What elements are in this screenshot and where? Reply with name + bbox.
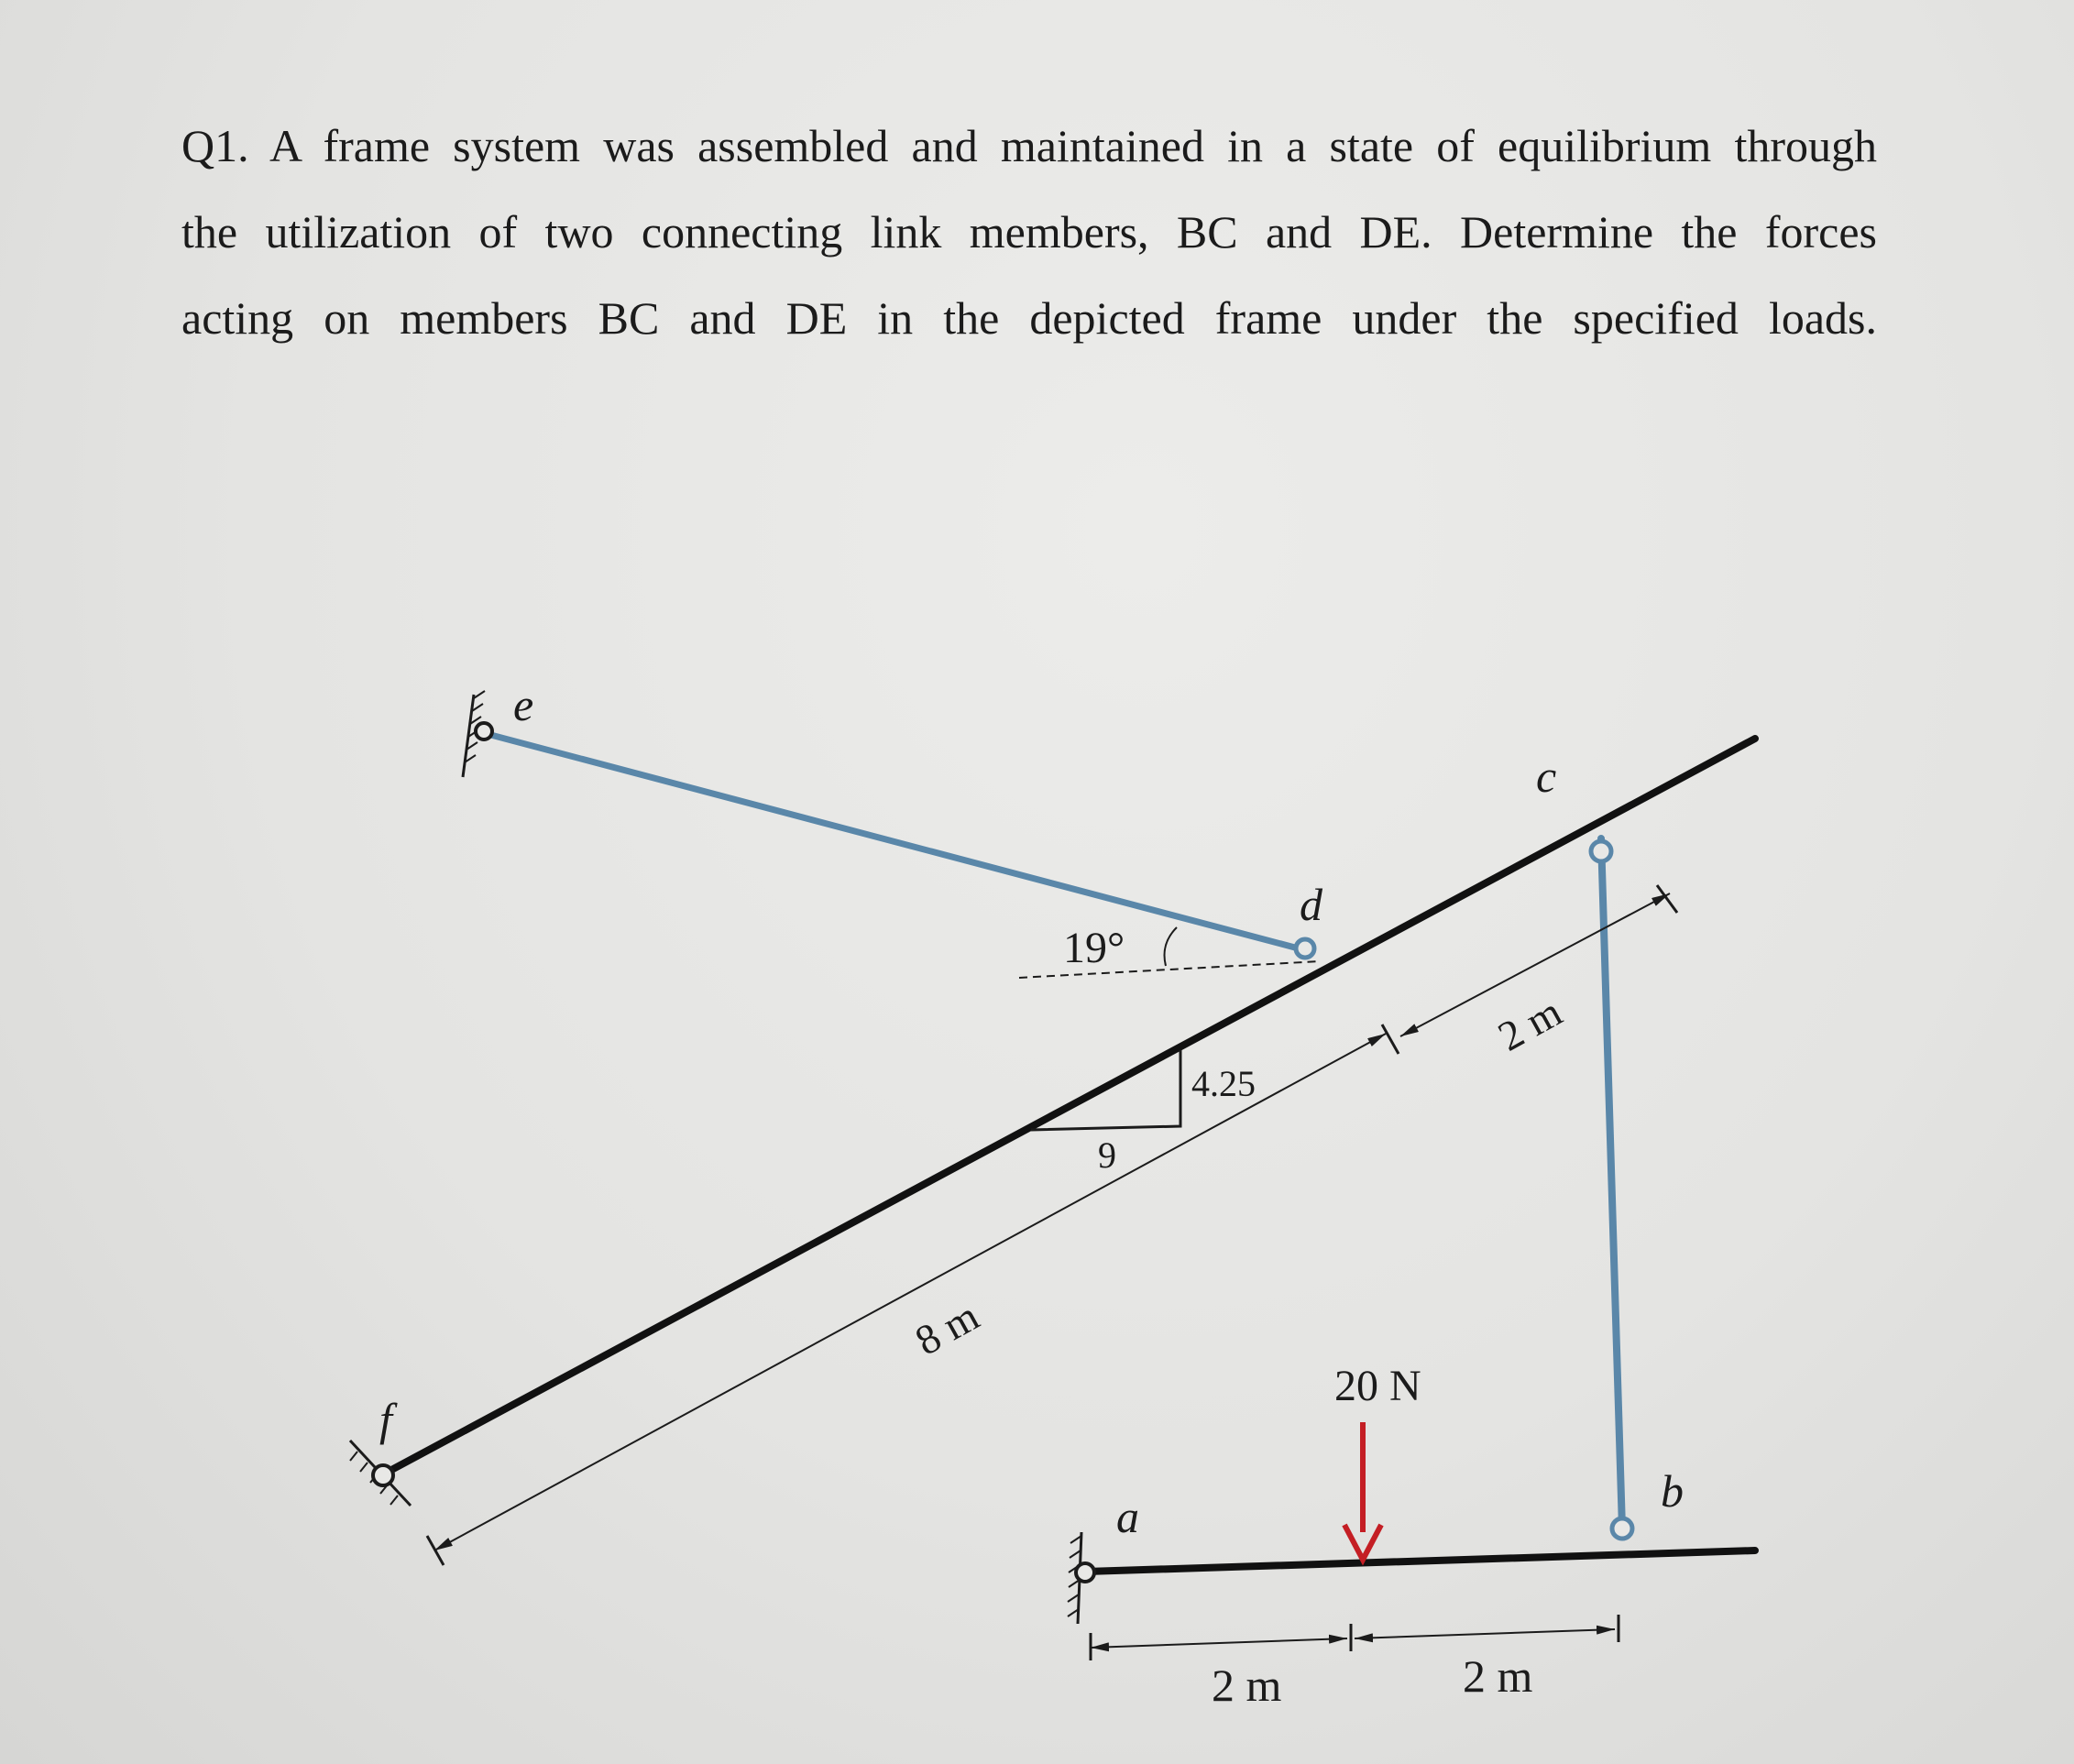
load-label: 20 N: [1334, 1362, 1421, 1410]
support-a: [1068, 1532, 1094, 1624]
point-label-f: f: [379, 1394, 392, 1445]
point-label-a: a: [1116, 1491, 1139, 1542]
support-e: [463, 691, 492, 777]
inclined-member: [381, 739, 1755, 1475]
pin-c: [1591, 841, 1611, 861]
dim-bottom-left-line: [1091, 1638, 1347, 1648]
point-label-d: d: [1300, 879, 1322, 930]
link-de: [484, 733, 1309, 951]
dim-incline-8m-label: 8 m: [907, 1292, 987, 1364]
point-label-b: b: [1661, 1465, 1684, 1517]
angle-arc: [1165, 927, 1178, 966]
support-f: [350, 1441, 411, 1506]
question-line-3: acting on members BC and DE in the depicted frame under the specified loads.: [181, 292, 1877, 344]
link-bc: [1601, 838, 1622, 1528]
point-label-c: c: [1536, 751, 1557, 802]
point-label-e: e: [513, 679, 534, 730]
dim-bottom-left-label: 2 m: [1212, 1660, 1282, 1711]
dim-incline-8m-line: [434, 1034, 1386, 1550]
slope-rise-label: 4.25: [1191, 1063, 1256, 1104]
dim-incline-tick-left: [427, 1536, 444, 1565]
dim-incline-tick-mid: [1382, 1024, 1399, 1054]
angle-label: 19°: [1063, 924, 1125, 972]
pin-d: [1296, 939, 1314, 958]
question-line-1: Q1. A frame system was assembled and maintained in a state of equilibrium through: [181, 120, 1877, 171]
pin-b: [1612, 1518, 1632, 1539]
dim-bottom-right-label: 2 m: [1463, 1650, 1533, 1702]
bottom-member: [1086, 1550, 1755, 1572]
question-line-2: the utilization of two connecting link members, BC and DE. Determine the forces: [181, 206, 1877, 257]
slope-run-label: 9: [1098, 1134, 1116, 1176]
dim-bottom-right-line: [1355, 1629, 1615, 1638]
dim-incline-2m-label: 2 m: [1490, 988, 1570, 1060]
